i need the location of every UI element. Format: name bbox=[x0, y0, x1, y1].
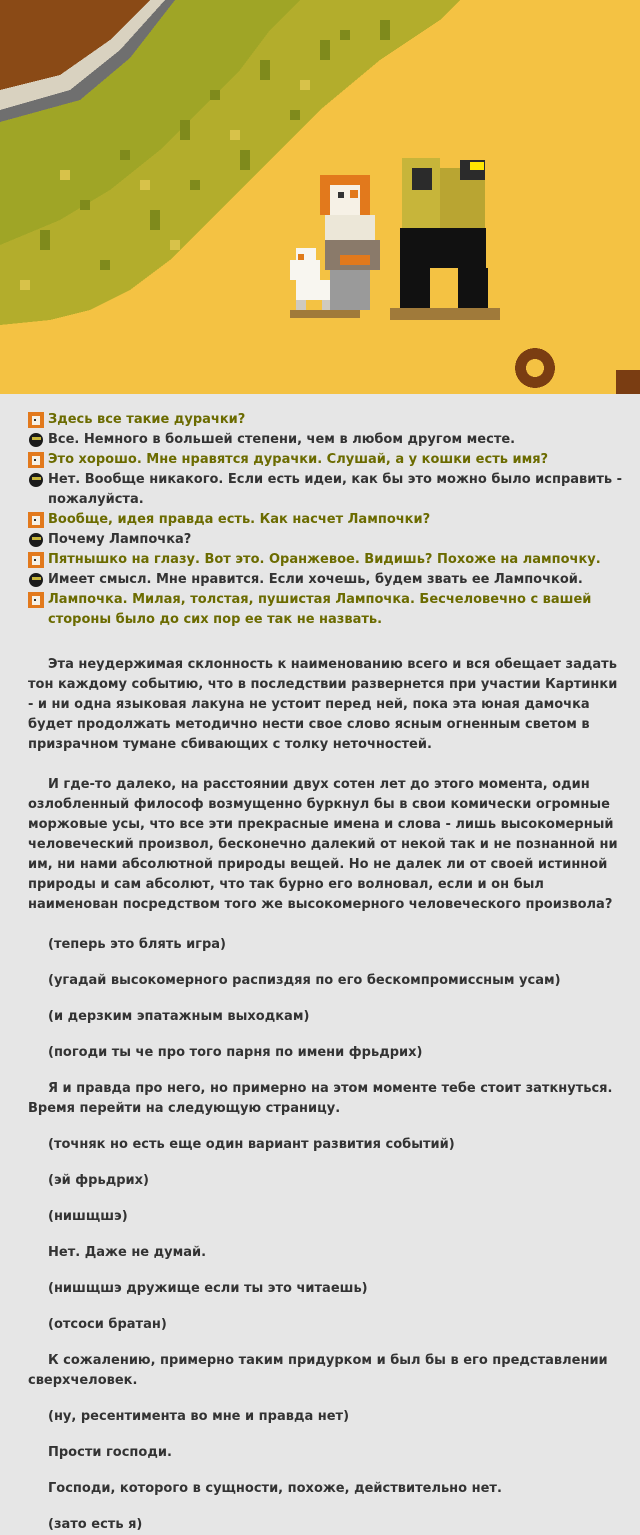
dialogue-line bbox=[28, 590, 628, 630]
dialogue-text: Лампочка. Милая, толстая, пушистая Лампочка. Бесчеловечно с вашей стороны было до сих пор ее так не назвать. bbox=[48, 592, 592, 627]
narration-line: (отсоси братан) bbox=[48, 1317, 167, 1332]
narration-line: (зато есть я) bbox=[48, 1517, 143, 1532]
dialogue-log bbox=[28, 410, 628, 630]
dialogue-line bbox=[28, 530, 628, 550]
girl-portrait-icon bbox=[28, 512, 44, 528]
dialogue-text: Нет. Вообще никакого. Если есть идеи, как бы это можно было исправить - пожалуйста. bbox=[48, 472, 623, 507]
man-portrait-icon bbox=[28, 572, 44, 588]
dialogue-text: Все. Немного в большей степени, чем в любом другом месте. bbox=[48, 432, 516, 447]
girl-portrait-icon bbox=[28, 452, 44, 468]
dialogue-text: Почему Лампочка? bbox=[48, 532, 192, 547]
dialogue-text: Это хорошо. Мне нравятся дурачки. Слушай, а у кошки есть имя? bbox=[48, 452, 549, 467]
narration-line: (угадай высокомерного распиздяя по его бескомпромиссным усам) bbox=[48, 973, 561, 988]
dialogue-text: Здесь все такие дурачки? bbox=[48, 412, 246, 427]
narration-line: (эй фрьдрих) bbox=[48, 1173, 149, 1188]
narration-line: (теперь это блять игра) bbox=[48, 937, 226, 952]
dialogue-line bbox=[28, 430, 628, 450]
narration-paragraph: Я и правда про него, но примерно на этом моменте тебе стоит заткнуться. Время перейти на следующую страницу. bbox=[28, 1081, 613, 1116]
girl-portrait-icon bbox=[28, 552, 44, 568]
dialogue-text: Вообще, идея правда есть. Как насчет Лампочки? bbox=[48, 512, 431, 527]
narration-line: Прости господи. bbox=[48, 1445, 172, 1460]
game-scene bbox=[0, 0, 640, 394]
narration-line: Господи, которого в сущности, похоже, действительно нет. bbox=[48, 1481, 502, 1496]
dialogue-text: Пятнышко на глазу. Вот это. Оранжевое. Видишь? Похоже на лампочку. bbox=[48, 552, 601, 567]
dialogue-line bbox=[28, 410, 628, 430]
narration-line: (ну, ресентимента во мне и правда нет) bbox=[48, 1409, 350, 1424]
narration-line: (нишщшэ) bbox=[48, 1209, 128, 1224]
narration-paragraph: И где-то далеко, на расстоянии двух сотен лет до этого момента, один озлобленный философ возмущенно буркнул бы в свои комически огромные моржовые усы, что все эти прекрасные имена и слова - лишь высокомерный человеческий произвол, бесконечно далекий от некой так и не познанной ни им, ни нами абсолютной природы вещей. Но не далек ли от своей истинной природы и сам абсолют, что так бурно его волновал, если и он был наименован посредством того же высокомерного человеческого произвола? bbox=[28, 777, 618, 912]
man-portrait-icon bbox=[28, 472, 44, 488]
narration-line: (нишщшэ дружище если ты это читаешь) bbox=[48, 1281, 368, 1296]
narration-paragraph: К сожалению, примерно таким придурком и был бы в его представлении сверхчеловек. bbox=[28, 1353, 608, 1388]
girl-portrait-icon bbox=[28, 592, 44, 608]
dialogue-text: Имеет смысл. Мне нравится. Если хочешь, будем звать ее Лампочкой. bbox=[48, 572, 583, 587]
dialogue-line bbox=[28, 550, 628, 570]
man-portrait-icon bbox=[28, 532, 44, 548]
man-portrait-icon bbox=[28, 432, 44, 448]
narration-line: (погоди ты че про того парня по имени фрьдрих) bbox=[48, 1045, 423, 1060]
dialogue-line bbox=[28, 450, 628, 470]
dialogue-line bbox=[28, 570, 628, 590]
narration-block bbox=[28, 655, 618, 1535]
dialogue-line bbox=[28, 470, 628, 510]
dialogue-line bbox=[28, 510, 628, 530]
narration-paragraph: Эта неудержимая склонность к наименованию всего и вся обещает задать тон каждому событию, что в последствии развернется при участии Картинки - и ни одна языковая лакуна не устоит перед ней, пока эта юная дамочка будет продолжать методично нести свое слово ясным огненным светом в призрачном тумане сбивающих с толку неточностей. bbox=[28, 657, 618, 752]
narration-line: (точняк но есть еще один вариант развития событий) bbox=[48, 1137, 455, 1152]
narration-line: (и дерзким эпатажным выходкам) bbox=[48, 1009, 310, 1024]
girl-portrait-icon bbox=[28, 412, 44, 428]
narration-line: Нет. Даже не думай. bbox=[48, 1245, 207, 1260]
